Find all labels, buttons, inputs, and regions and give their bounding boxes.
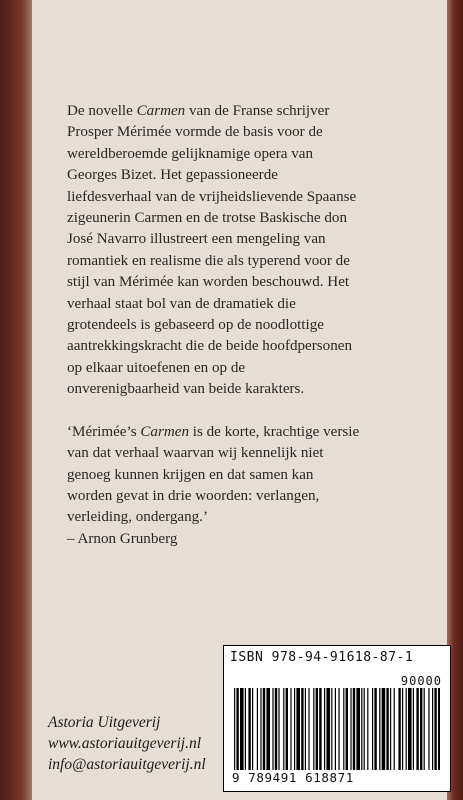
blurb-line: aantrekkingskracht die de beide hoofdpersonen xyxy=(67,338,352,355)
blurb-line: wereldberoemde gelijknamige opera van xyxy=(67,145,314,162)
blurb-text xyxy=(67,101,412,550)
isbn-number: ISBN 978-94-91618-87-1 xyxy=(230,650,414,665)
blurb-line: De novelle Carmen van de Franse schrijver xyxy=(67,103,330,119)
book-title-italic: Carmen xyxy=(140,423,189,440)
quote-line: van dat verhaal waarvan wij kennelijk niet xyxy=(67,445,324,462)
quote-attribution: – Arnon Grunberg xyxy=(67,530,178,547)
ean-digits: 9 789491 618871 xyxy=(232,770,354,785)
price-code: 90000 xyxy=(400,674,442,688)
quote-line: ‘Mérimée’s Carmen is de korte, krachtige versie xyxy=(67,423,360,440)
publisher-info xyxy=(48,712,206,775)
publisher-name: Astoria Uitgeverij xyxy=(48,714,161,731)
blurb-line: José Navarro illustreert een mengeling van xyxy=(67,231,326,248)
blurb-line: liefdesverhaal van de vrijheidslievende Spaanse xyxy=(67,188,357,205)
quote-paragraph xyxy=(67,422,412,550)
blurb-line: verhaal staat bol van de dramatiek die xyxy=(67,295,296,312)
blurb-line: Georges Bizet. Het gepassioneerde xyxy=(67,167,278,184)
blurb-line: grotendeels is gebaseerd op de noodlottige xyxy=(67,317,324,334)
blurb-paragraph xyxy=(67,101,412,401)
blurb-line: Prosper Mérimée vormde de basis voor de xyxy=(67,124,323,141)
publisher-website: www.astoriauitgeverij.nl xyxy=(48,735,201,752)
isbn-barcode-label xyxy=(223,645,451,792)
publisher-email: info@astoriauitgeverij.nl xyxy=(48,756,206,773)
barcode-icon xyxy=(234,688,440,770)
blurb-line: stijl van Mérimée kan worden beschouwd. Het xyxy=(67,274,350,291)
spine-left-edge xyxy=(0,0,32,800)
blurb-line: op elkaar uitoefenen en op de xyxy=(67,359,246,376)
quote-line: genoeg kunnen krijgen en dat samen kan xyxy=(67,466,314,483)
blurb-line: zigeunerin Carmen en de trotse Baskische don xyxy=(67,210,347,227)
blurb-line: onverenigbaarheid van beide karakters. xyxy=(67,381,305,398)
blurb-line: romantiek en realisme die als typerend voor de xyxy=(67,252,350,269)
quote-line: worden gevat in drie woorden: verlangen, xyxy=(67,487,320,504)
book-title-italic: Carmen xyxy=(136,103,186,119)
quote-line: verleiding, ondergang.’ xyxy=(67,509,208,526)
